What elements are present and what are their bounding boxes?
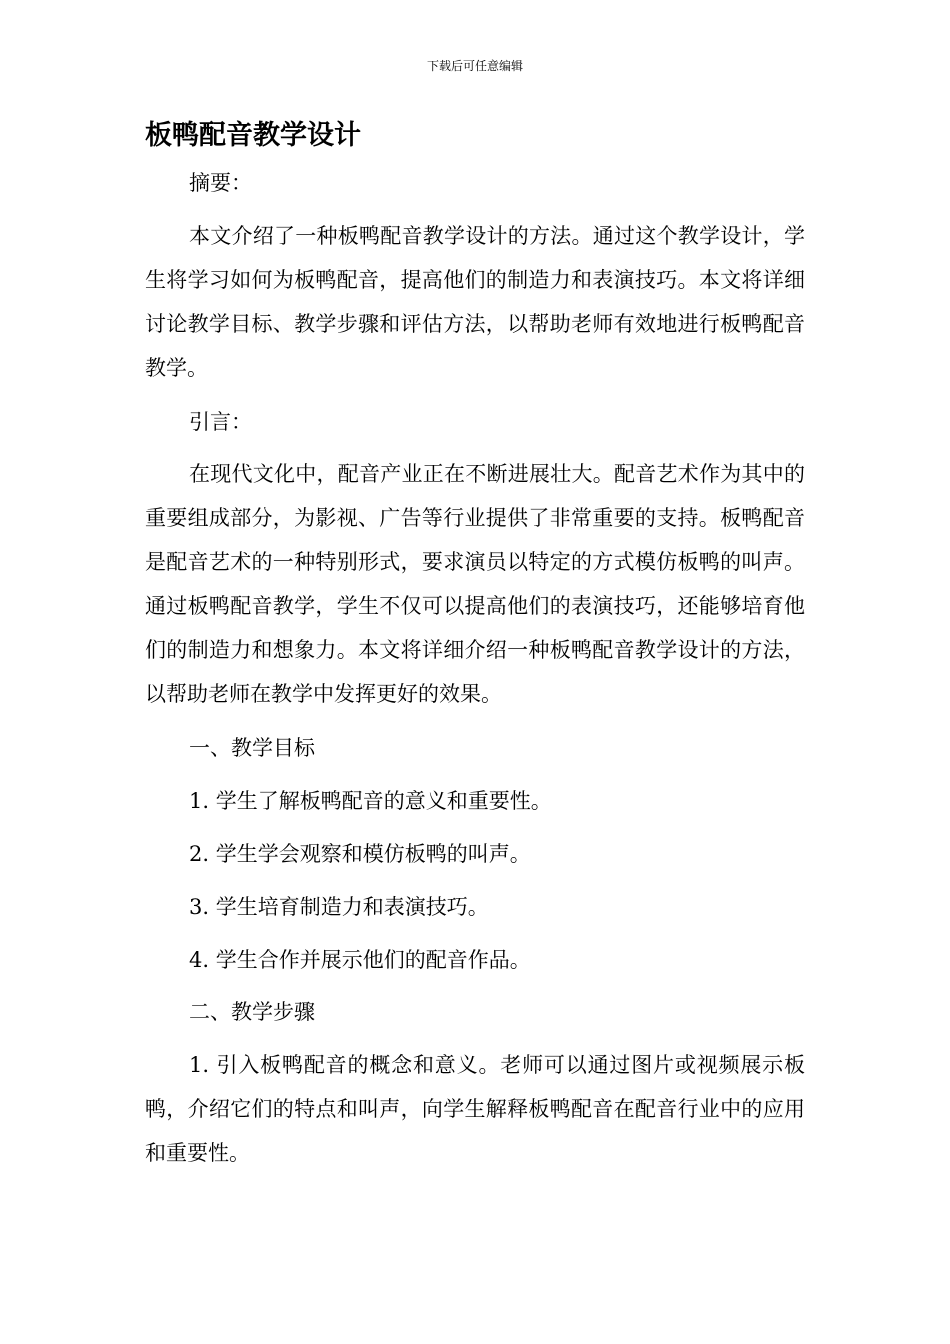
abstract-paragraph: 本文介绍了一种板鸭配音教学设计的方法。通过这个教学设计，学生将学习如何为板鸭配音，提高他们的制造力和表演技巧。本文将详细讨论教学目标、教学步骤和评估方法，以帮助老师有效地进行板鸭配音教学。	[145, 224, 805, 380]
step-item: 1. 引入板鸭配音的概念和意义。老师可以通过图片或视频展示板鸭，介绍它们的特点和叫声，向学生解释板鸭配音在配音行业中的应用和重要性。	[145, 1053, 805, 1165]
intro-heading: 引言：	[189, 410, 252, 434]
goal-item: 1. 学生了解板鸭配音的意义和重要性。	[189, 789, 552, 813]
section-heading-goals: 一、教学目标	[189, 736, 315, 760]
intro-paragraph: 在现代文化中，配音产业正在不断进展壮大。配音艺术作为其中的重要组成部分，为影视、广告等行业提供了非常重要的支持。板鸭配音是配音艺术的一种特别形式，要求演员以特定的方式模仿板鸭的叫声。通过板鸭配音教学，学生不仅可以提高他们的表演技巧，还能够培育他们的制造力和想象力。本文将详细介绍一种板鸭配音教学设计的方法，以帮助老师在教学中发挥更好的效果。	[145, 462, 805, 706]
document-title: 板鸭配音教学设计	[145, 120, 361, 151]
header-note: 下载后可任意编辑	[426, 59, 523, 73]
goal-item: 3. 学生培育制造力和表演技巧。	[189, 895, 489, 919]
goal-item: 4. 学生合作并展示他们的配音作品。	[189, 948, 531, 972]
section-heading-steps: 二、教学步骤	[189, 1000, 315, 1024]
goal-item: 2. 学生学会观察和模仿板鸭的叫声。	[189, 842, 531, 866]
abstract-heading: 摘要：	[189, 171, 252, 195]
